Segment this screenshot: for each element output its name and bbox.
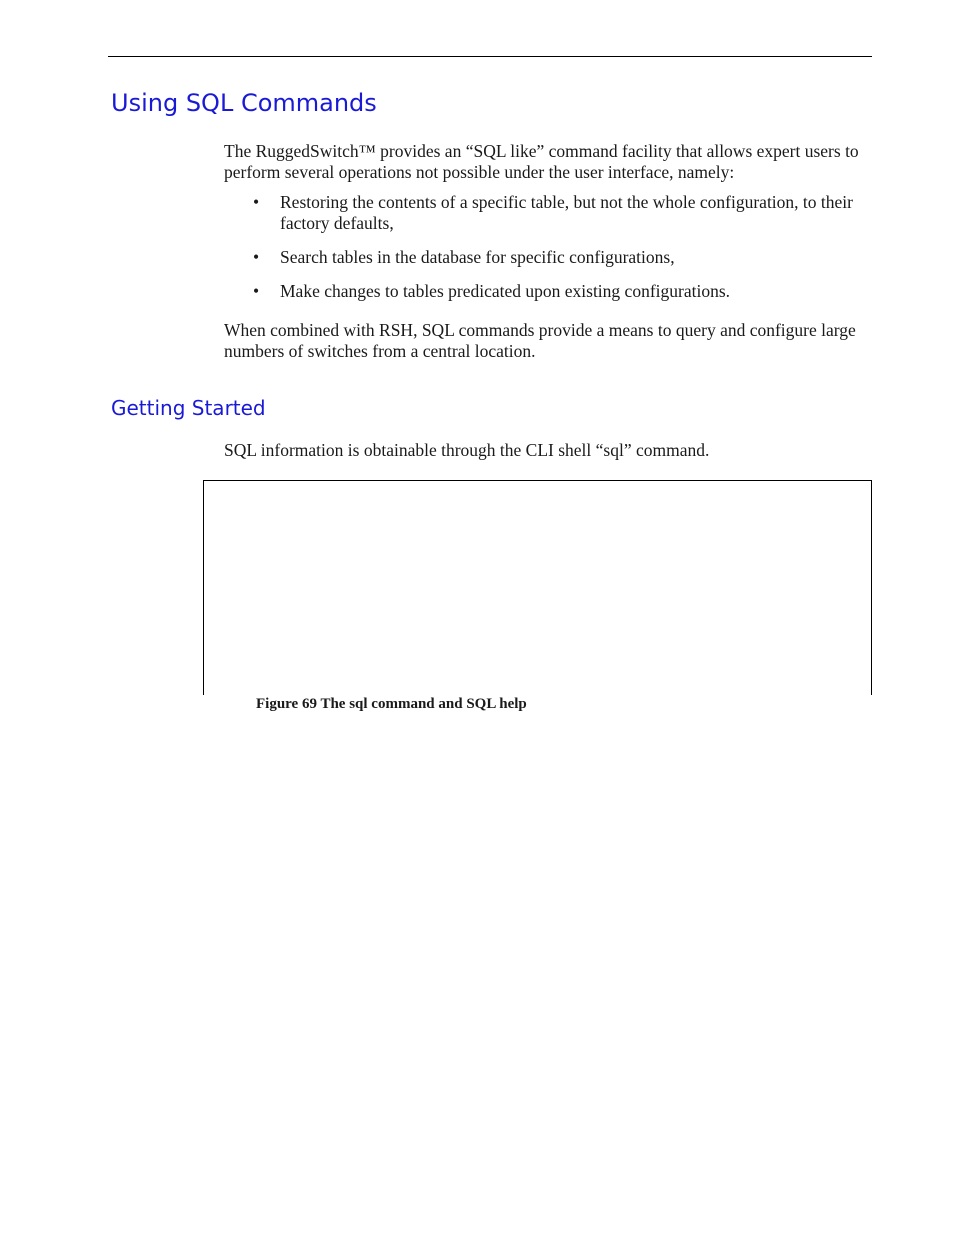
operations-list — [224, 192, 864, 315]
list-item — [224, 192, 864, 234]
closing-paragraph: When combined with RSH, SQL commands provide a means to query and configure large numbers of switches from a central location. — [224, 320, 856, 361]
subsection-heading: Getting Started — [111, 396, 266, 420]
bullet-icon: • — [253, 192, 260, 212]
figure-frame — [203, 480, 872, 695]
header-rule — [108, 56, 872, 57]
list-item-text: Make changes to tables predicated upon existing configurations. — [280, 281, 731, 301]
bullet-icon: • — [253, 247, 260, 267]
section-heading: Using SQL Commands — [111, 89, 377, 117]
intro-paragraph: The RuggedSwitch™ provides an “SQL like” command facility that allows expert users to perform several operations not possible under the user interface, namely: — [224, 141, 859, 182]
list-item — [224, 247, 864, 268]
bullet-icon: • — [253, 281, 260, 301]
figure-caption: Figure 69 The sql command and SQL help — [256, 696, 527, 712]
list-item — [224, 281, 864, 302]
list-item-text: Search tables in the database for specific configurations, — [280, 247, 675, 267]
getting-started-paragraph: SQL information is obtainable through the CLI shell “sql” command. — [224, 440, 710, 460]
list-item-text: Restoring the contents of a specific table, but not the whole configuration, to their factory defaults, — [280, 192, 853, 233]
